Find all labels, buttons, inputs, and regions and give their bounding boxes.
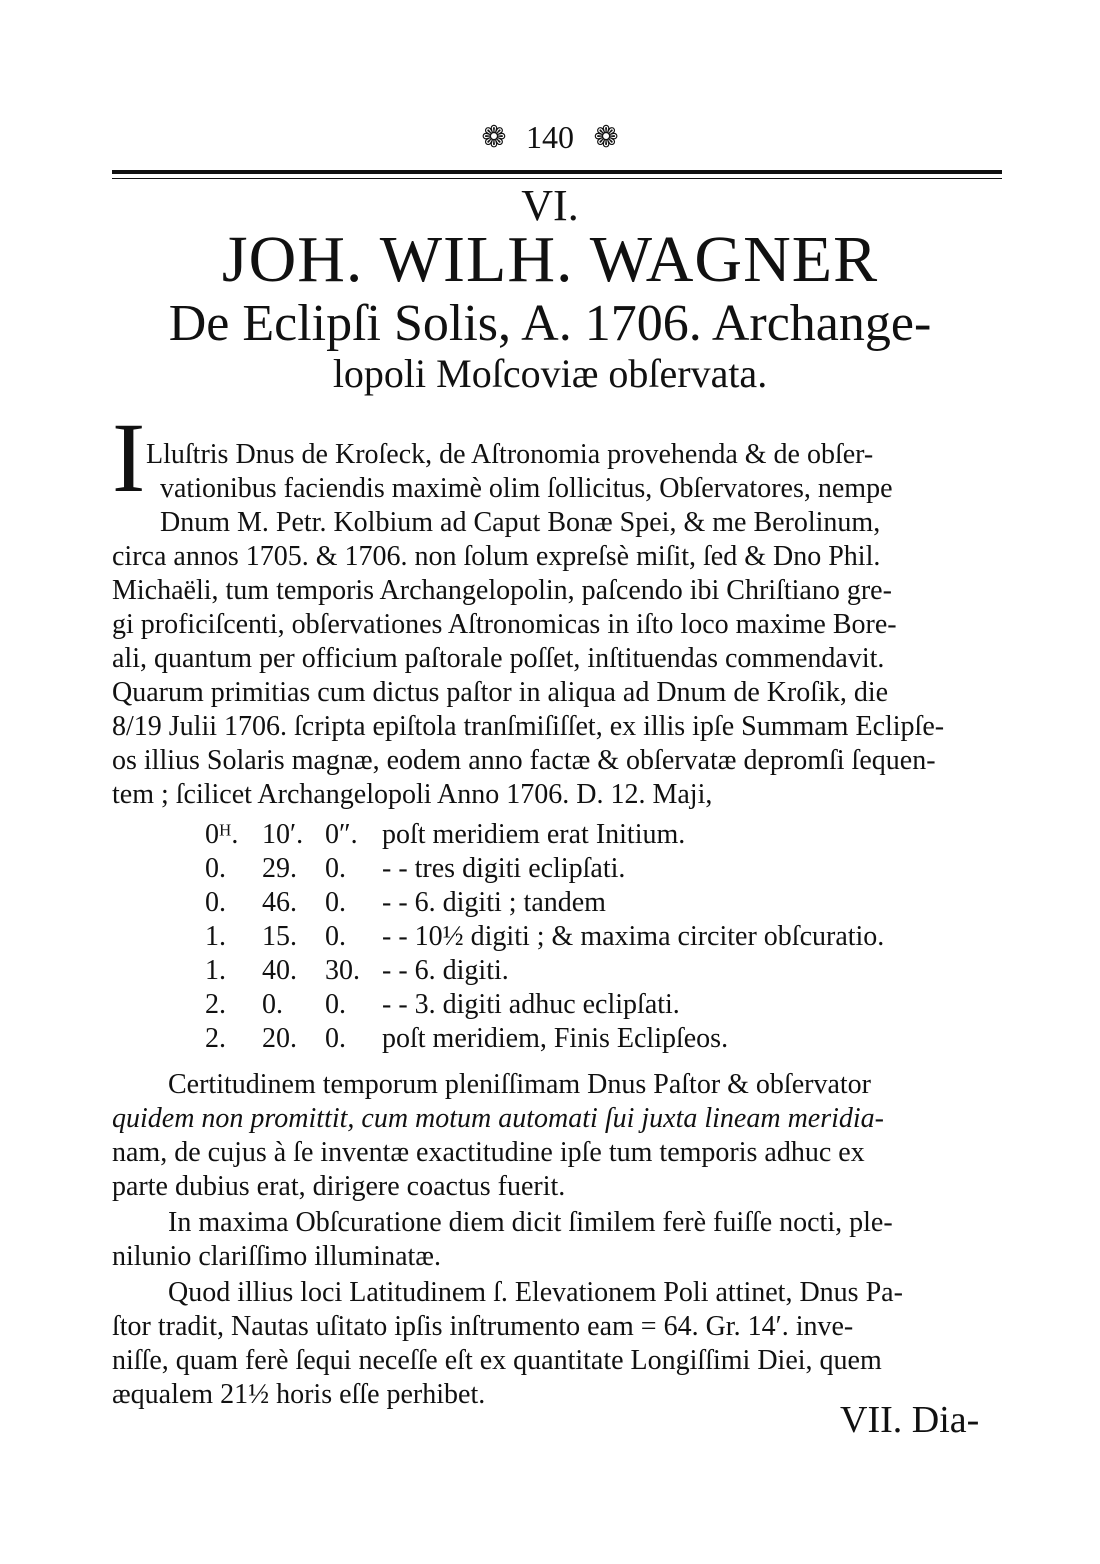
note-cell: - - 3. digiti adhuc eclipſati. bbox=[382, 989, 680, 1020]
title-line-2: lopoli Moſcoviæ obſervata. bbox=[332, 351, 768, 396]
text-line: tem ; ſcilicet Archangelopoli Anno 1706. D. 12. Maji, bbox=[112, 779, 713, 810]
text-line: gi proficiſcenti, obſervationes Aſtronomicas in iſto loco maxime Bore- bbox=[112, 609, 897, 640]
text-line: parte dubius erat, dirigere coactus fuerit. bbox=[112, 1171, 566, 1202]
minute-cell: 40. bbox=[262, 955, 297, 986]
text-line: Michaëli, tum temporis Archangelopolin, paſcendo ibi Chriſtiano gre- bbox=[112, 575, 892, 606]
note-cell: - - 10½ digiti ; & maxima circiter obſcuratio. bbox=[382, 921, 885, 952]
observation-table bbox=[0, 818, 1100, 1058]
text-line: niſſe, quam ferè ſequi neceſſe eſt ex quantitate Longiſſimi Diei, quem bbox=[112, 1345, 882, 1376]
hour-cell: 2. bbox=[205, 989, 226, 1020]
minute-cell: 20. bbox=[262, 1023, 297, 1054]
left-ornament-icon: ❁ bbox=[481, 119, 507, 155]
second-cell: 0. bbox=[325, 921, 346, 952]
minute-cell: 10′. bbox=[262, 819, 304, 850]
drop-cap: I bbox=[112, 402, 146, 513]
text-line: ſtor tradit, Nautas uſitato ipſis inſtrumento eam = 64. Gr. 14′. inve- bbox=[112, 1311, 854, 1342]
hour-cell: 1. bbox=[205, 955, 226, 986]
catchword: VII. Dia- bbox=[840, 1399, 980, 1441]
text-line: æqualem 21½ horis eſſe perhibet. bbox=[112, 1379, 486, 1410]
text-line: 8/19 Julii 1706. ſcripta epiſtola tranſmiſiſſet, ex illis ipſe Summam Eclipſe- bbox=[112, 711, 945, 742]
text-line: Quarum primitias cum dictus paſtor in aliqua ad Dnum de Kroſik, die bbox=[112, 677, 889, 708]
text-line: Certitudinem temporum pleniſſimam Dnus Paſtor & obſervator bbox=[168, 1069, 871, 1100]
second-cell: 0. bbox=[325, 989, 346, 1020]
second-cell: 30. bbox=[325, 955, 360, 986]
minute-cell: 46. bbox=[262, 887, 297, 918]
text-line: nam, de cujus à ſe inventæ exactitudine ipſe tum temporis adhuc ex bbox=[112, 1137, 865, 1168]
header-rule-thin bbox=[112, 178, 1002, 179]
minute-cell: 0. bbox=[262, 989, 283, 1020]
page-header bbox=[0, 118, 1100, 156]
text-line: quidem non promittit, cum motum automati ſui juxta lineam meridia- bbox=[112, 1103, 885, 1134]
hour-cell: 1. bbox=[205, 921, 226, 952]
text-line: Lluſtris Dnus de Kroſeck, de Aſtronomia provehenda & de obſer- bbox=[146, 439, 874, 470]
text-line: Dnum M. Petr. Kolbium ad Caput Bonæ Spei, & me Berolinum, bbox=[160, 507, 881, 538]
note-cell: - - 6. digiti ; tandem bbox=[382, 887, 606, 918]
second-cell: 0″. bbox=[325, 819, 358, 850]
note-cell: - - tres digiti eclipſati. bbox=[382, 853, 626, 884]
text-line: os illius Solaris magnæ, eodem anno factæ & obſervatæ depromſi ſequen- bbox=[112, 745, 936, 776]
text-line: nilunio clariſſimo illuminatæ. bbox=[112, 1241, 441, 1272]
title-line-1: De Eclipſi Solis, A. 1706. Archange- bbox=[168, 295, 932, 352]
second-cell: 0. bbox=[325, 887, 346, 918]
text-line: In maxima Obſcuratione diem dicit ſimilem ferè fuiſſe nocti, ple- bbox=[168, 1207, 893, 1238]
minute-cell: 15. bbox=[262, 921, 297, 952]
text-line: vationibus faciendis maximè olim ſollicitus, Obſervatores, nempe bbox=[160, 473, 893, 504]
hour-cell: 2. bbox=[205, 1023, 226, 1054]
note-cell: - - 6. digiti. bbox=[382, 955, 509, 986]
author-name: JOH. WILH. WAGNER bbox=[221, 223, 879, 296]
note-cell: poſt meridiem, Finis Eclipſeos. bbox=[382, 1023, 729, 1054]
text-line: circa annos 1705. & 1706. non ſolum expreſsè miſit, ſed & Dno Phil. bbox=[112, 541, 881, 572]
header-rule-thick bbox=[112, 170, 1002, 174]
page-number: 140 bbox=[526, 118, 574, 155]
note-cell: poſt meridiem erat Initium. bbox=[382, 819, 686, 850]
second-cell: 0. bbox=[325, 853, 346, 884]
text-line: ali, quantum per officium paſtorale poſſet, inſtituendas commendavit. bbox=[112, 643, 885, 674]
second-cell: 0. bbox=[325, 1023, 346, 1054]
hour-cell: 0. bbox=[205, 887, 226, 918]
hour-cell: 0. bbox=[205, 853, 226, 884]
hour-cell: 0ᴴ. bbox=[205, 819, 239, 850]
text-line: Quod illius loci Latitudinem ſ. Elevationem Poli attinet, Dnus Pa- bbox=[168, 1277, 903, 1308]
section-number: VI. bbox=[521, 181, 579, 230]
minute-cell: 29. bbox=[262, 853, 297, 884]
right-ornament-icon: ❁ bbox=[593, 119, 619, 155]
